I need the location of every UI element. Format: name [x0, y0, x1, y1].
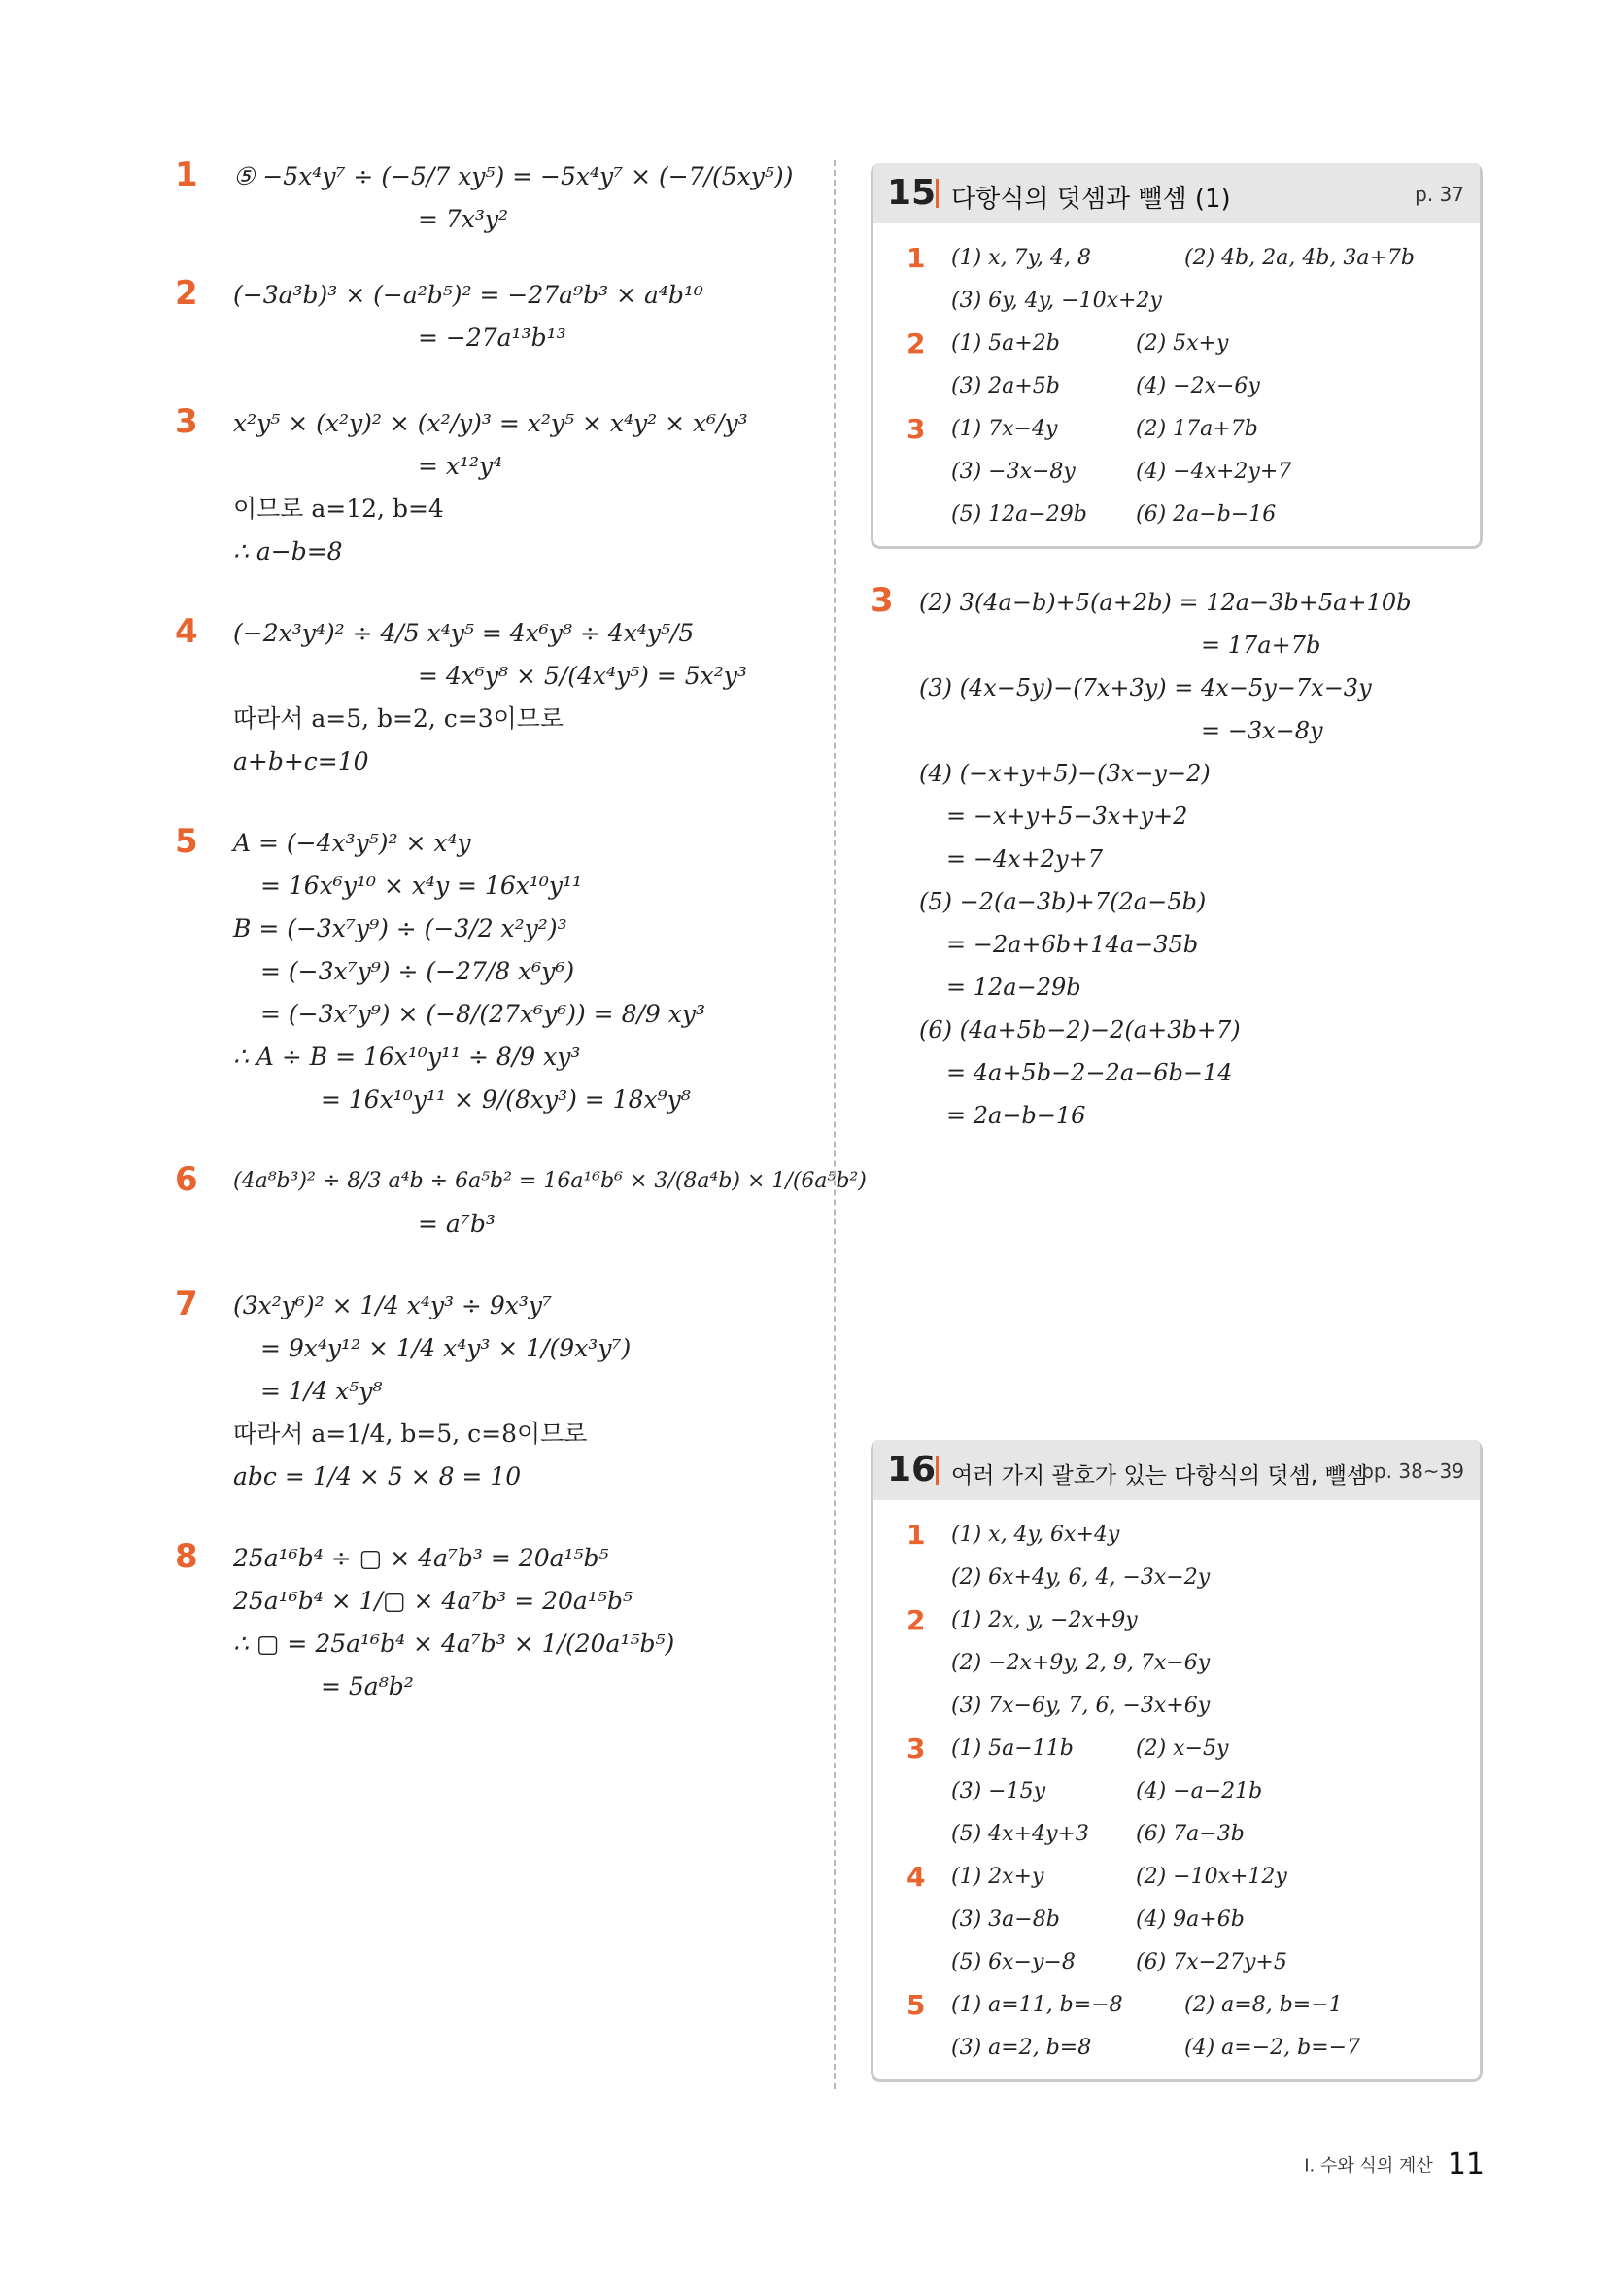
answer-item: (1) 5a−11b: [951, 1736, 1074, 1761]
section-15-box: [871, 163, 1483, 549]
answer-item: (4) −a−21b: [1136, 1779, 1263, 1803]
solution-line: ∴ A ÷ B = 16x¹⁰y¹¹ ÷ 8/9 xy³: [233, 1043, 581, 1071]
problem-number: 1: [175, 155, 198, 194]
section-answers: [873, 1500, 1480, 2079]
problem-number: 8: [175, 1537, 198, 1576]
header-separator: [936, 179, 939, 208]
answer-group-4: [893, 1856, 1460, 1984]
problem-number: 7: [175, 1285, 198, 1323]
answer-number: 3: [906, 413, 926, 445]
solution-line: = 16x¹⁰y¹¹ × 9/(8xy³) = 18x⁹y⁸: [321, 1085, 691, 1114]
problem-number: 5: [175, 822, 198, 861]
solution-line: = 9x⁴y¹² × 1/4 x⁴y³ × 1/(9x³y⁷): [260, 1334, 632, 1362]
section-pages: pp. 38~39: [1361, 1459, 1464, 1483]
answer-item: (3) −15y: [951, 1779, 1046, 1803]
answer-item: (6) 2a−b−16: [1136, 502, 1277, 527]
column-divider: [834, 160, 836, 2089]
section-header: [873, 1440, 1480, 1500]
answer-item: (1) 7x−4y: [951, 417, 1058, 441]
answer-item: (3) 6y, 4y, −10x+2y: [951, 289, 1162, 313]
solution-line: (3x²y⁶)² × 1/4 x⁴y³ ÷ 9x³y⁷: [233, 1291, 553, 1319]
solution-8: [175, 1537, 797, 1708]
answer-number: 2: [906, 327, 926, 360]
chapter-label: I. 수와 식의 계산: [1304, 2155, 1433, 2176]
solution-5: [175, 822, 797, 1121]
answer-item: (5) 12a−29b: [951, 502, 1087, 527]
section-15-solution-3: [871, 581, 1492, 1154]
solution-line: = 2a−b−16: [946, 1102, 1086, 1129]
solution-line: 따라서 a=1/4, b=5, c=8이므로: [233, 1420, 588, 1448]
answer-number: 4: [906, 1861, 926, 1893]
answer-item: (2) a=8, b=−1: [1184, 1993, 1343, 2017]
solution-line: = 7x³y²: [418, 205, 509, 233]
answer-number: 3: [906, 1732, 926, 1765]
solution-line: 25a¹⁶b⁴ × 1/▢ × 4a⁷b³ = 20a¹⁵b⁵: [233, 1587, 633, 1615]
answer-item: (4) 9a+6b: [1136, 1907, 1245, 1932]
solution-line: ∴ ▢ = 25a¹⁶b⁴ × 4a⁷b³ × 1/(20a¹⁵b⁵): [233, 1629, 675, 1658]
solution-line: = a⁷b³: [418, 1210, 496, 1238]
answer-item: (3) −3x−8y: [951, 460, 1076, 484]
answer-item: (2) 5x+y: [1136, 331, 1229, 356]
solution-line: (4) (−x+y+5)−(3x−y−2): [919, 760, 1211, 787]
solution-line: x²y⁵ × (x²y)² × (x²/y)³ = x²y⁵ × x⁴y² × x⁶/y³: [233, 409, 748, 437]
section-16-box: [871, 1440, 1483, 2082]
problem-number: 4: [175, 612, 198, 651]
problem-number: 6: [175, 1160, 198, 1199]
answer-group-1: [893, 237, 1460, 323]
solution-line: A = (−4x³y⁵)² × x⁴y: [233, 829, 471, 857]
section-header: [873, 163, 1480, 223]
solution-4: [175, 612, 797, 783]
section-number: 15: [887, 173, 937, 213]
solution-line: = 5a⁸b²: [321, 1672, 414, 1700]
solution-line: = x¹²y⁴: [418, 452, 503, 480]
answer-item: (6) 7x−27y+5: [1136, 1950, 1287, 1974]
solution-line: (6) (4a+5b−2)−2(a+3b+7): [919, 1016, 1241, 1044]
solution-line: B = (−3x⁷y⁹) ÷ (−3/2 x²y²)³: [233, 914, 567, 942]
answer-item: (1) a=11, b=−8: [951, 1993, 1123, 2017]
solution-line: (−3a³b)³ × (−a²b⁵)² = −27a⁹b³ × a⁴b¹⁰: [233, 281, 703, 309]
solution-line: = −2a+6b+14a−35b: [946, 931, 1199, 958]
answer-item: (4) −2x−6y: [1136, 374, 1260, 398]
solution-1: [175, 155, 797, 241]
solution-line: = 1/4 x⁵y⁸: [260, 1377, 383, 1405]
page-footer: [1304, 2147, 1485, 2181]
answer-item: (1) 2x, y, −2x+9y: [951, 1608, 1138, 1632]
answer-group-3: [893, 1728, 1460, 1856]
problem-number: 3: [175, 402, 198, 441]
answer-item: (1) x, 7y, 4, 8: [951, 246, 1092, 270]
left-column: [175, 155, 867, 1726]
solution-line: = −x+y+5−3x+y+2: [946, 803, 1188, 830]
answer-item: (6) 7a−3b: [1136, 1822, 1245, 1846]
section-answers: [873, 223, 1480, 546]
section-title: 여러 가지 괄호가 있는 다항식의 덧셈, 뺄셈: [951, 1463, 1368, 1489]
solution-line: (5) −2(a−3b)+7(2a−5b): [919, 888, 1207, 915]
solution-line: ∴ a−b=8: [233, 537, 343, 565]
solution-2: [175, 274, 797, 360]
solution-line: a+b+c=10: [233, 747, 369, 775]
section-title: 다항식의 덧셈과 뺄셈 (1): [951, 185, 1231, 214]
solution-7: [175, 1285, 797, 1498]
answer-item: (2) 4b, 2a, 4b, 3a+7b: [1184, 246, 1416, 270]
answer-number: 5: [906, 1989, 926, 2021]
answer-number: 1: [906, 242, 926, 274]
answer-item: (5) 6x−y−8: [951, 1950, 1076, 1974]
answer-item: (3) 7x−6y, 7, 6, −3x+6y: [951, 1694, 1211, 1718]
header-separator: [936, 1456, 939, 1485]
solution-line: 따라서 a=5, b=2, c=3이므로: [233, 704, 564, 733]
answer-item: (3) 2a+5b: [951, 374, 1060, 398]
answer-item: (1) x, 4y, 6x+4y: [951, 1523, 1120, 1547]
solution-3: [175, 402, 797, 573]
answer-item: (2) 17a+7b: [1136, 417, 1258, 441]
section-pages: p. 37: [1415, 183, 1464, 206]
solution-line: = (−3x⁷y⁹) × (−8/(27x⁶y⁶)) = 8/9 xy³: [260, 1000, 705, 1028]
section-number: 16: [887, 1450, 937, 1490]
answer-item: (4) −4x+2y+7: [1136, 460, 1292, 484]
solution-line: = 12a−29b: [946, 974, 1081, 1001]
solution-line: = (−3x⁷y⁹) ÷ (−27/8 x⁶y⁶): [260, 957, 575, 985]
answer-group-2: [893, 1599, 1460, 1728]
solution-line: = 4x⁶y⁸ × 5/(4x⁴y⁵) = 5x²y³: [418, 662, 747, 690]
answer-number: 2: [906, 1604, 926, 1636]
solution-line: = 16x⁶y¹⁰ × x⁴y = 16x¹⁰y¹¹: [260, 872, 583, 900]
solution-line: 이므로 a=12, b=4: [233, 495, 444, 523]
answer-item: (3) 3a−8b: [951, 1907, 1060, 1932]
problem-number: 3: [871, 581, 894, 620]
answer-item: (4) a=−2, b=−7: [1184, 2036, 1361, 2060]
problem-number: 2: [175, 274, 198, 313]
solution-line: abc = 1/4 × 5 × 8 = 10: [233, 1462, 522, 1491]
solution-line: = −3x−8y: [1201, 717, 1323, 744]
answer-item: (1) 2x+y: [951, 1865, 1044, 1889]
answer-item: (5) 4x+4y+3: [951, 1822, 1089, 1846]
answer-item: (1) 5a+2b: [951, 331, 1060, 356]
solution-line: (2) 3(4a−b)+5(a+2b) = 12a−3b+5a+10b: [919, 589, 1412, 616]
answer-number: 1: [906, 1519, 926, 1551]
solution-line: = 17a+7b: [1201, 632, 1321, 659]
solution-line: = 4a+5b−2−2a−6b−14: [946, 1059, 1233, 1086]
answer-group-2: [893, 323, 1460, 408]
answer-group-5: [893, 1984, 1460, 2070]
answer-group-1: [893, 1514, 1460, 1599]
answer-item: (2) 6x+4y, 6, 4, −3x−2y: [951, 1565, 1211, 1590]
solution-line: (4a⁸b³)² ÷ 8/3 a⁴b ÷ 6a⁵b² = 16a¹⁶b⁶ × 3/(8a⁴b) × 1/(6a⁵b²): [233, 1169, 867, 1193]
answer-item: (2) −2x+9y, 2, 9, 7x−6y: [951, 1651, 1211, 1675]
answer-group-3: [893, 408, 1460, 536]
answer-item: (2) x−5y: [1136, 1736, 1229, 1761]
answer-item: (3) a=2, b=8: [951, 2036, 1092, 2060]
solution-line: = −27a¹³b¹³: [418, 324, 566, 352]
solution-line: 25a¹⁶b⁴ ÷ ▢ × 4a⁷b³ = 20a¹⁵b⁵: [233, 1544, 609, 1572]
solution-line: ⑤ −5x⁴y⁷ ÷ (−5/7 xy⁵) = −5x⁴y⁷ × (−7/(5xy⁵)): [233, 162, 794, 190]
answer-item: (2) −10x+12y: [1136, 1865, 1287, 1889]
solution-line: = −4x+2y+7: [946, 845, 1103, 873]
solution-6: [175, 1160, 867, 1246]
solution-line: (3) (4x−5y)−(7x+3y) = 4x−5y−7x−3y: [919, 674, 1372, 702]
solution-3-block: [871, 581, 1492, 1137]
page-number: 11: [1447, 2147, 1485, 2181]
solution-line: (−2x³y⁴)² ÷ 4/5 x⁴y⁵ = 4x⁶y⁸ ÷ 4x⁴y⁵/5: [233, 619, 695, 647]
